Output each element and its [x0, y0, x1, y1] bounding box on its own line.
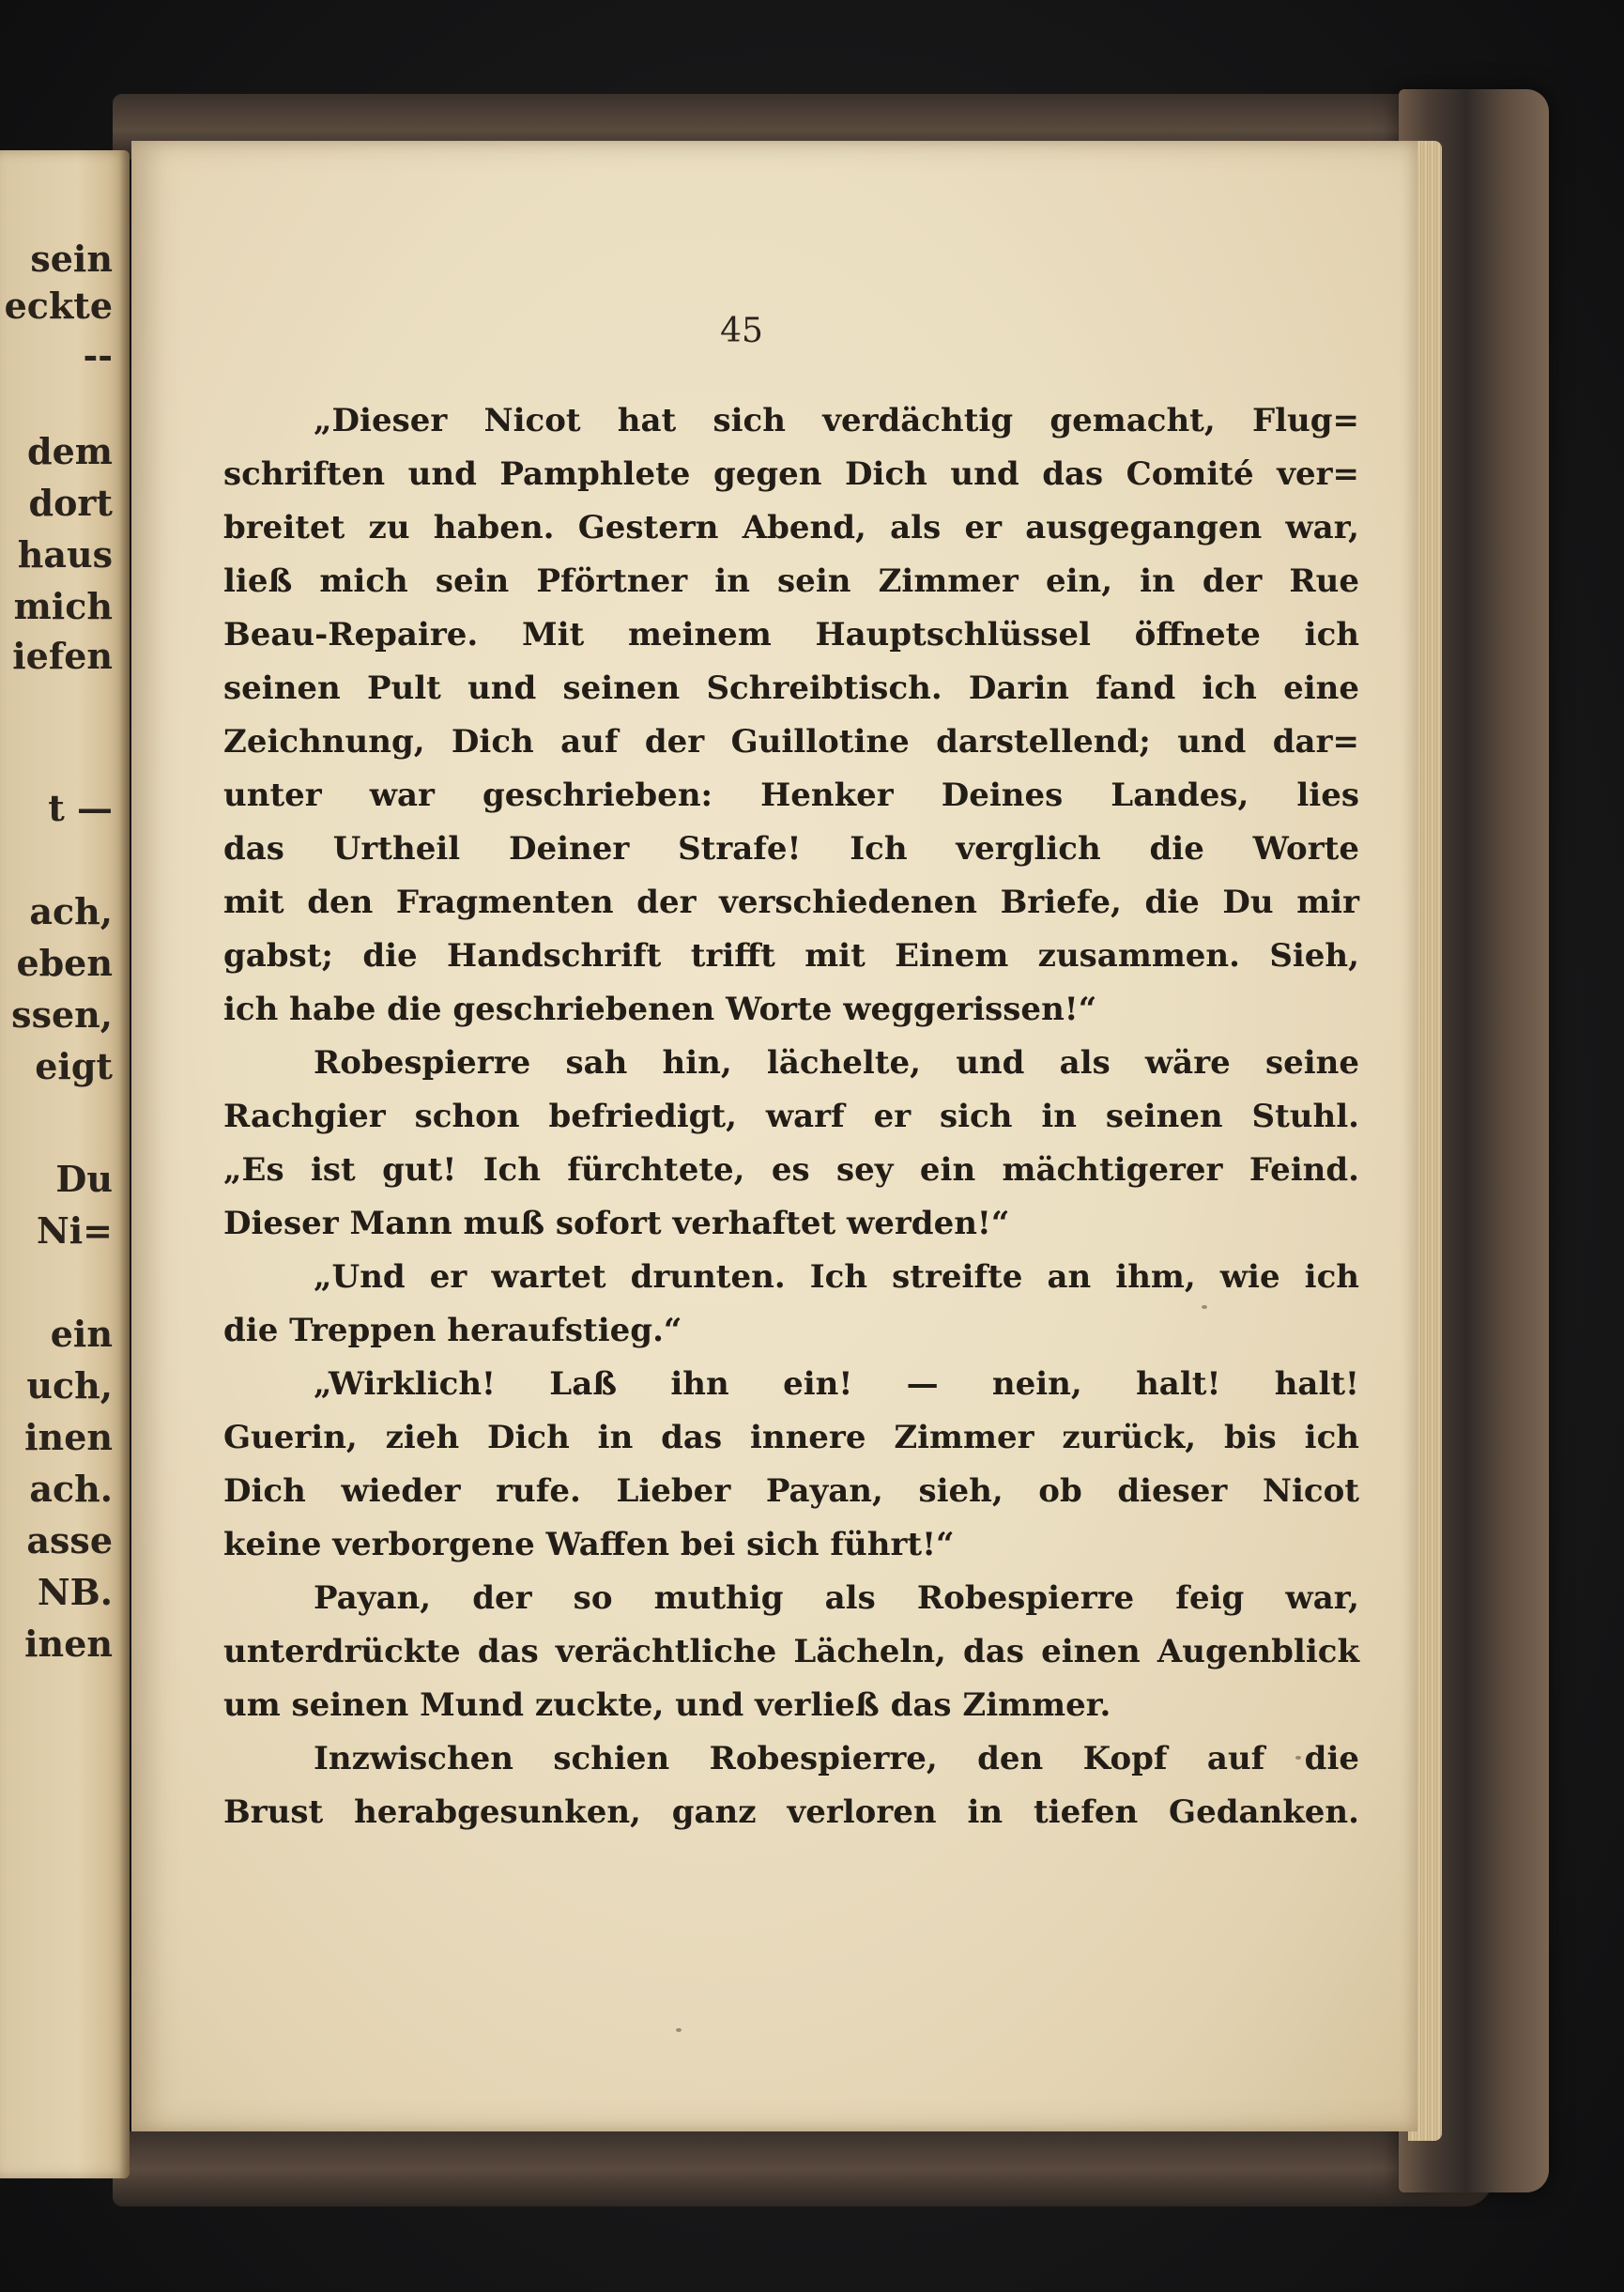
left-page-fragment: eigt — [35, 1045, 113, 1087]
text-line: ließ mich sein Pförtner in sein Zimmer ein, in der Rue — [223, 562, 1359, 600]
page-number: 45 — [720, 312, 763, 350]
text-line: keine verborgene Waffen bei sich führt!“ — [223, 1526, 955, 1563]
text-line: unterdrückte das verächtliche Lächeln, das einen Augenblick — [223, 1633, 1359, 1670]
text-line: das Urtheil Deiner Strafe! Ich verglich die Worte — [223, 830, 1359, 868]
paper-speck — [1164, 798, 1170, 802]
body-text — [223, 394, 1359, 1839]
text-line: „Dieser Nicot hat sich verdächtig gemacht, Flug= — [314, 402, 1359, 439]
paper-speck — [1295, 1756, 1301, 1760]
left-page-fragment: mich — [13, 585, 113, 627]
left-page-fragment: inen — [24, 1416, 113, 1458]
paper-speck — [676, 2028, 682, 2032]
text-line: Brust herabgesunken, ganz verloren in tiefen Gedanken. — [223, 1793, 1359, 1831]
left-page-fragment: sein — [30, 238, 113, 280]
left-page-fragment: Du — [55, 1158, 113, 1200]
text-line: Robespierre sah hin, lächelte, und als wäre seine — [314, 1044, 1359, 1082]
left-page-fragment: dem — [27, 430, 113, 472]
left-page-fragment: inen — [24, 1623, 113, 1665]
text-line: die Treppen heraufstieg.“ — [223, 1312, 682, 1349]
text-line: Beau-Repaire. Mit meinem Hauptschlüssel öffnete ich — [223, 616, 1359, 654]
left-page-fragment: eben — [16, 942, 113, 984]
text-line: „Es ist gut! Ich fürchtete, es sey ein mächtigerer Feind. — [223, 1151, 1359, 1189]
left-page-fragment: uch, — [26, 1364, 113, 1407]
book-cover-bottom — [113, 2131, 1493, 2207]
text-line: um seinen Mund zuckte, und verließ das Zimmer. — [223, 1686, 1111, 1724]
text-line: ich habe die geschriebenen Worte weggerissen!“ — [223, 991, 1097, 1028]
text-line: Payan, der so muthig als Robespierre feig war, — [314, 1579, 1359, 1617]
text-line: Rachgier schon befriedigt, warf er sich in seinen Stuhl. — [223, 1098, 1359, 1135]
text-line: Inzwischen schien Robespierre, den Kopf auf die — [314, 1740, 1359, 1777]
left-page-fragment: ein — [50, 1313, 113, 1355]
left-page-fragment: -- — [83, 334, 113, 377]
text-line: Zeichnung, Dich auf der Guillotine darstellend; und dar= — [223, 723, 1359, 761]
left-page-fragment: asse — [26, 1519, 113, 1561]
text-line: breitet zu haben. Gestern Abend, als er ausgegangen war, — [223, 509, 1359, 546]
left-page-fragment: t — — [48, 787, 113, 829]
left-page-fragment: NB. — [37, 1571, 113, 1613]
left-page-fragment: haus — [17, 533, 113, 576]
left-page-fragment: ach, — [29, 890, 113, 932]
left-page-fragment: eckte — [4, 285, 113, 327]
left-facing-page — [0, 150, 130, 2178]
text-line: Guerin, zieh Dich in das innere Zimmer zurück, bis ich — [223, 1419, 1359, 1456]
text-line: schriften und Pamphlete gegen Dich und das Comité ver= — [223, 455, 1359, 493]
left-page-fragment: ssen, — [11, 993, 113, 1036]
text-line: unter war geschrieben: Henker Deines Landes, lies — [223, 777, 1359, 814]
text-line: „Und er wartet drunten. Ich streifte an ihm, wie ich — [314, 1258, 1359, 1296]
left-page-fragment: dort — [28, 482, 113, 524]
text-line: gabst; die Handschrift trifft mit Einem zusammen. Sieh, — [223, 937, 1359, 975]
left-page-fragment: ach. — [29, 1468, 113, 1510]
text-line: Dieser Mann muß sofort verhaftet werden!“ — [223, 1205, 1010, 1242]
paper-speck — [1202, 1305, 1207, 1309]
text-line: seinen Pult und seinen Schreibtisch. Darin fand ich eine — [223, 669, 1359, 707]
text-line: „Wirklich! Laß ihn ein! — nein, halt! halt! — [314, 1365, 1359, 1403]
text-line: mit den Fragmenten der verschiedenen Briefe, die Du mir — [223, 884, 1359, 921]
left-page-fragment: Ni= — [36, 1209, 113, 1252]
book-page — [131, 141, 1417, 2131]
left-page-fragment: iefen — [12, 635, 113, 677]
text-line: Dich wieder rufe. Lieber Payan, sieh, ob dieser Nicot — [223, 1472, 1359, 1510]
